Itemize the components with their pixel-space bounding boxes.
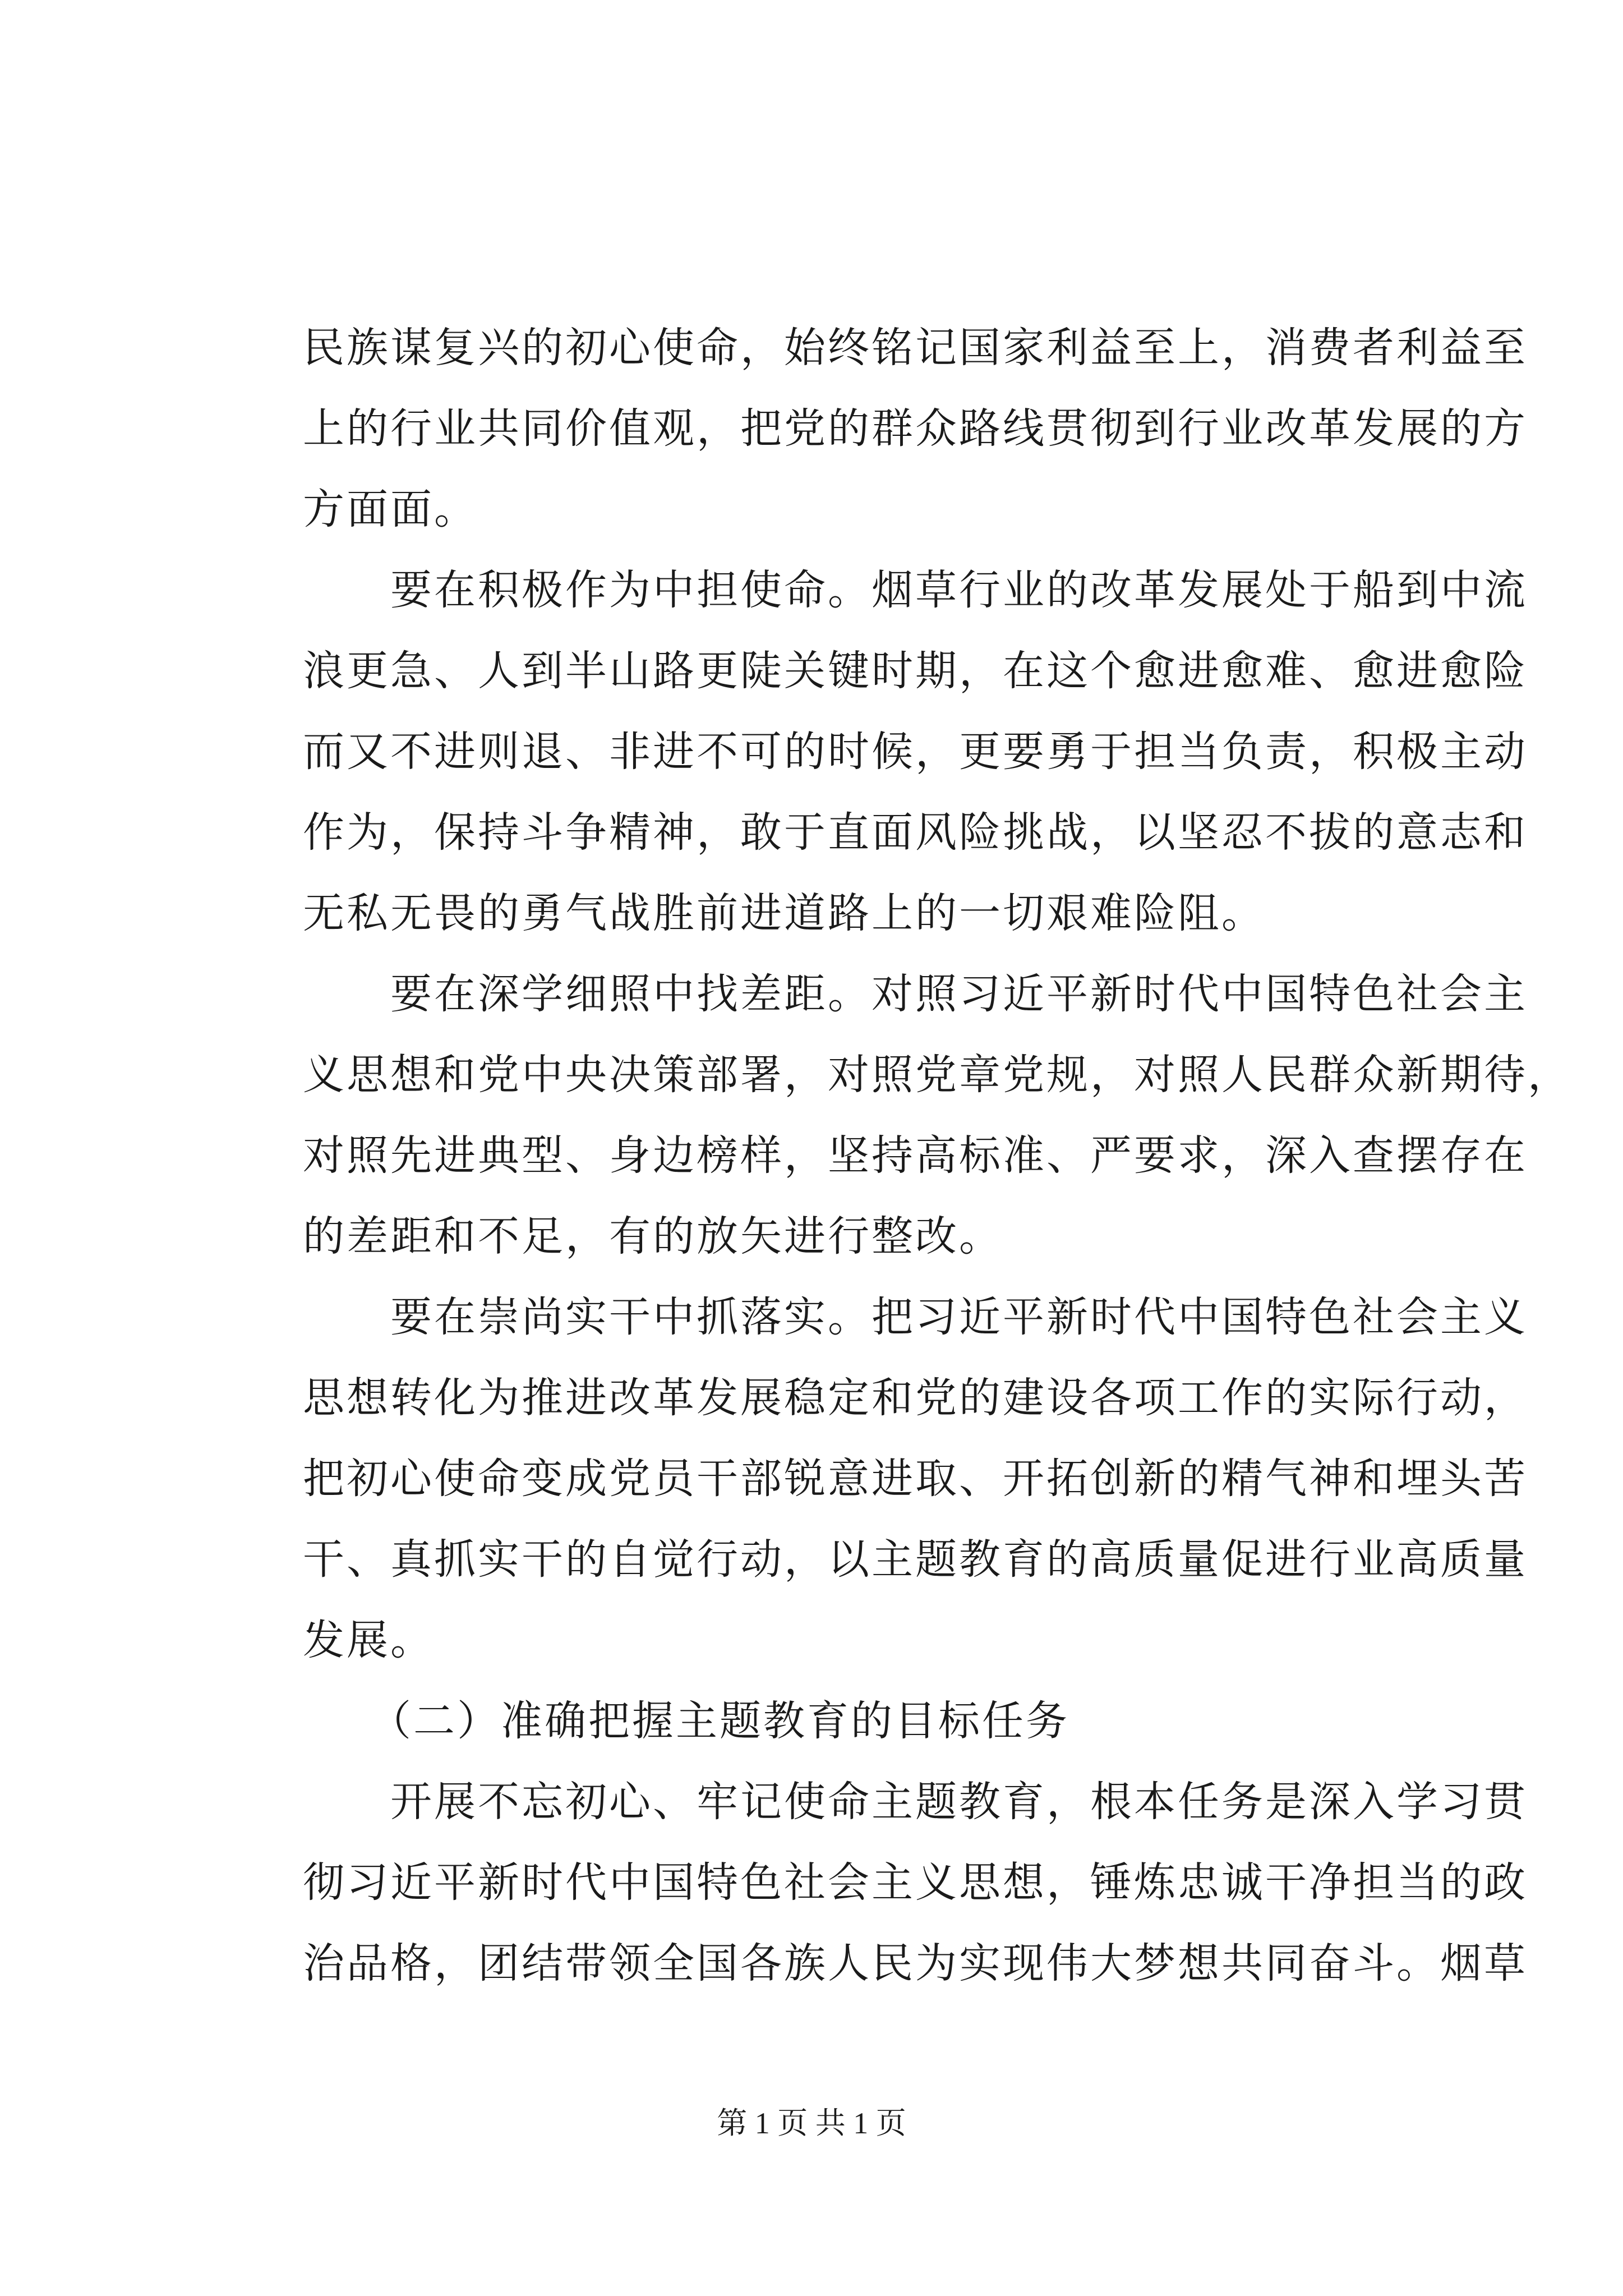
text-line: 义思想和党中央决策部署，对照党章党规，对照人民群众新期待， <box>303 1051 1571 1099</box>
text-line: 要在崇尚实干中抓落实。把习近平新时代中国特色社会主义 <box>303 1293 1528 1341</box>
text-line: 对照先进典型、身边榜样，坚持高标准、严要求，深入查摆存在 <box>303 1131 1528 1180</box>
text-line: 彻习近平新时代中国特色社会主义思想，锤炼忠诚干净担当的政 <box>303 1858 1528 1907</box>
text-line: 干、真抓实干的自觉行动，以主题教育的高质量促进行业高质量 <box>303 1535 1528 1584</box>
text-line: 无私无畏的勇气战胜前进道路上的一切艰难险阻。 <box>303 889 1265 937</box>
text-line: 开展不忘初心、牢记使命主题教育，根本任务是深入学习贯 <box>303 1778 1528 1826</box>
text-line: 思想转化为推进改革发展稳定和党的建设各项工作的实际行动， <box>303 1374 1528 1422</box>
page-number-footer: 第 1 页 共 1 页 <box>717 2106 906 2140</box>
text-line: 而又不进则退、非进不可的时候，更要勇于担当负责，积极主动 <box>303 728 1528 776</box>
text-line: 方面面。 <box>303 485 478 533</box>
text-line: 上的行业共同价值观，把党的群众路线贯彻到行业改革发展的方 <box>303 404 1528 453</box>
text-line: 的差距和不足，有的放矢进行整改。 <box>303 1212 1003 1260</box>
text-line: 浪更急、人到半山路更陡关键时期，在这个愈进愈难、愈进愈险 <box>303 647 1528 695</box>
document-body <box>303 307 1571 2004</box>
text-line: 作为，保持斗争精神，敢于直面风险挑战，以坚忍不拔的意志和 <box>303 808 1528 857</box>
text-line: 把初心使命变成党员干部锐意进取、开拓创新的精气神和埋头苦 <box>303 1455 1528 1503</box>
text-line: 要在积极作为中担使命。烟草行业的改革发展处于船到中流 <box>303 566 1528 614</box>
text-line: 发展。 <box>303 1616 434 1664</box>
text-line: 民族谋复兴的初心使命，始终铭记国家利益至上，消费者利益至 <box>303 324 1528 372</box>
section-heading: （二）准确把握主题教育的目标任务 <box>303 1697 1069 1745</box>
text-line: 治品格，团结带领全国各族人民为实现伟大梦想共同奋斗。烟草 <box>303 1939 1528 1987</box>
text-line: 要在深学细照中找差距。对照习近平新时代中国特色社会主 <box>303 970 1528 1018</box>
